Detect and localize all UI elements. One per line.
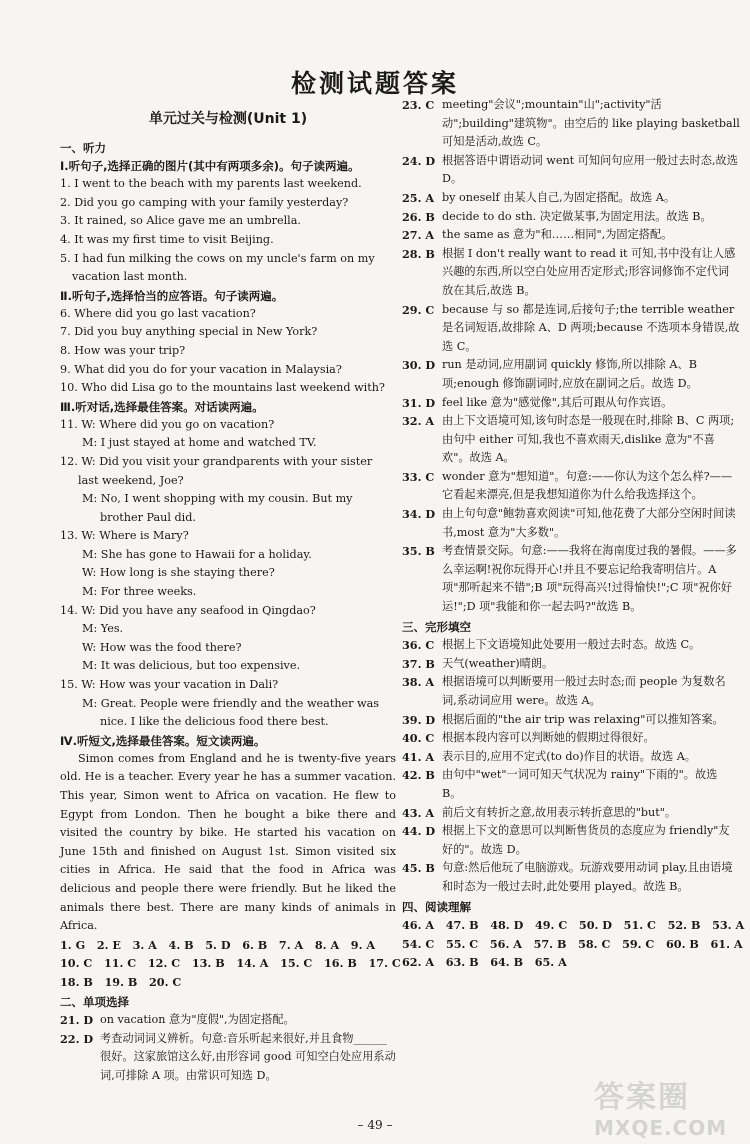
list-item: 10. Who did Lisa go to the mountains last weekend with?	[60, 381, 385, 395]
answer-explanation: 根据 I don't really want to read it 可知,书中没有让人感兴趣的东西,所以空白处应用否定形式;形容词修饰不定代词放在其后,故选 B。	[442, 246, 736, 297]
cloze-heading: 三、完形填空	[402, 619, 471, 634]
answer-item	[402, 655, 740, 674]
answer-number: 38. A	[402, 675, 435, 690]
answer-explanation: 根据答语中谓语动词 went 可知问句应用一般过去时态,故选 D。	[442, 153, 738, 186]
dialogue-line: M: She has gone to Hawaii for a holiday.	[82, 547, 312, 561]
answer-number: 26. B	[402, 209, 435, 224]
answer-number: 43. A	[402, 805, 435, 820]
single-choice-continued	[402, 96, 740, 617]
answer-explanation: 句意:然后他玩了电脑游戏。玩游戏要用动词 play,且由语境和时态为一般过去时,此处要用 played。故选 B。	[442, 861, 733, 893]
answer-number: 34. D	[402, 507, 436, 522]
answer-number: 32. A	[402, 414, 435, 429]
answer-number: 36. C	[402, 638, 435, 653]
right-column	[402, 96, 745, 972]
answer-row: 1. G 2. E 3. A 4. B 5. D 6. B 7. A 8. A 9. A	[60, 937, 376, 952]
part3-instruction: Ⅲ.听对话,选择最佳答案。对话读两遍。	[60, 399, 264, 414]
list-item: 4. It was my first time to visit Beijing.	[60, 232, 274, 246]
answer-item	[402, 356, 740, 393]
answer-item	[402, 804, 740, 823]
answer-row: 10. C 11. C 12. C 13. B 14. A 15. C 16. B 17. C	[60, 956, 401, 971]
answer-number: 30. D	[402, 358, 436, 373]
part1-instruction: Ⅰ.听句子,选择正确的图片(其中有两项多余)。句子读两遍。	[60, 159, 360, 174]
dialogue-line: M: Great. People were friendly and the weather was nice. I like the delicious food there best.	[82, 696, 380, 729]
answer-number: 27. A	[402, 228, 435, 243]
answer-item	[402, 152, 740, 189]
answer-number: 35. B	[402, 544, 435, 559]
answer-item	[402, 208, 740, 227]
answer-explanation: run 是动词,应用副词 quickly 修饰,所以排除 A、B 项;enough 修饰副词时,应放在副词之后。故选 D。	[442, 358, 698, 390]
dialogue-line: M: I just stayed at home and watched TV.	[82, 436, 317, 450]
answer-explanation: by oneself 由某人自己,为固定搭配。故选 A。	[442, 190, 676, 204]
list-item: 5. I had fun milking the cows on my uncle's farm on my vacation last month.	[60, 251, 375, 284]
dialogue-line: W: How was the food there?	[82, 640, 242, 654]
answer-item	[402, 673, 740, 710]
answer-explanation: decide to do sth. 决定做某事,为固定用法。故选 B。	[442, 209, 712, 223]
answer-item	[402, 766, 740, 803]
answer-explanation: 考查动词词义辨析。句意:音乐听起来很好,并且食物______很好。这家旅馆这么好,由形容词 good 可知空白处应用系动词,可排除 A 项。由常识可知选 D。	[100, 1031, 396, 1082]
list-item: 1. I went to the beach with my parents last weekend.	[60, 177, 362, 191]
answer-explanation: because 与 so 都是连词,后接句子;the terrible weather 是名词短语,故排除 A、D 两项;because 不选项本身错误,故选 C。	[442, 302, 740, 353]
answer-item	[402, 505, 740, 542]
answer-explanation: 由句中"wet"一词可知天气状况为 rainy"下雨的"。故选 B。	[442, 768, 718, 800]
left-column	[60, 96, 401, 1086]
dialogue-line: W: How long is she staying there?	[82, 566, 275, 580]
answer-row: 18. B 19. B 20. C	[60, 974, 182, 989]
reading-heading: 四、阅读理解	[402, 899, 471, 914]
dialogue-line: 12. W: Did you visit your grandparents with your sister last weekend, Joe?	[60, 454, 373, 487]
answer-explanation: 根据上下文的意思可以判断售货员的态度应为 friendly"友好的"。故选 D。	[442, 824, 730, 856]
answer-explanation: 根据后面的"the air trip was relaxing"可以推知答案。	[442, 712, 724, 726]
answer-row: 54. C 55. C 56. A 57. B 58. C 59. C 60. B 61. A	[402, 936, 743, 951]
answer-item	[60, 1030, 396, 1086]
answer-explanation: 根据本段内容可以判断她的假期过得很好。	[442, 731, 655, 745]
answer-explanation: the same as 意为"和……相同",为固定搭配。	[442, 228, 673, 242]
answer-item	[402, 822, 740, 859]
part3-dialogues	[60, 416, 396, 732]
answer-number: 28. B	[402, 246, 435, 261]
listening-passage: Simon comes from England and he is twenty-five years old. He is a teacher. Every year he has a summer vacation. This year, Simon went to Africa on vacation. He flew to Egypt from London. Then he bought a bike there and visited the country by bike. He started his vacation on June 15th and finished on August 1st. Simon visited six cities in Africa. He said that the food in Africa was delicious and people there were friendly. But he liked the animals there best. There are many kinds of animals in Africa.	[60, 751, 396, 933]
single-choice-heading: 二、单项选择	[60, 994, 129, 1009]
answer-explanation: 由上下文语境可知,该句时态是一般现在时,排除 B、C 两项;由句中 either 可知,我也不喜欢雨天,dislike 意为"不喜欢"。故选 A。	[442, 414, 735, 465]
answer-number: 24. D	[402, 153, 436, 168]
list-item: 6. Where did you go last vacation?	[60, 306, 256, 320]
answer-number: 25. A	[402, 190, 435, 205]
answer-number: 22. D	[60, 1031, 94, 1046]
answer-number: 31. D	[402, 395, 436, 410]
dialogue-line: 11. W: Where did you go on vacation?	[60, 417, 275, 431]
answer-explanation: 由上句句意"鲍勃喜欢阅读"可知,他花费了大部分空闲时间读书,most 意为"大多数"。	[442, 507, 736, 539]
page-number: – 49 –	[357, 1118, 393, 1132]
answer-number: 37. B	[402, 656, 435, 671]
dialogue-line: 14. W: Did you have any seafood in Qingdao?	[60, 603, 316, 617]
listening-answer-grid	[60, 936, 401, 992]
answer-explanation: 根据上下文语境知此处要用一般过去时态。故选 C。	[442, 638, 701, 652]
answer-explanation: feel like 意为"感觉像",其后可跟从句作宾语。	[442, 395, 673, 409]
part1-list	[60, 175, 396, 287]
answer-item	[402, 412, 740, 468]
dialogue-line: M: It was delicious, but too expensive.	[82, 659, 301, 673]
answer-item	[402, 394, 740, 413]
part2-list	[60, 305, 396, 398]
answer-explanation: 表示目的,应用不定式(to do)作目的状语。故选 A。	[442, 749, 696, 763]
dialogue-line: 15. W: How was your vacation in Dali?	[60, 678, 279, 692]
answer-explanation: wonder 意为"想知道"。句意:——你认为这个怎么样?——它看起来漂亮,但是我想知道你为什么给我选择这个。	[442, 469, 733, 502]
page-title: 检测试题答案	[290, 69, 459, 98]
answer-explanation: on vacation 意为"度假",为固定搭配。	[100, 1013, 295, 1027]
answer-item	[402, 468, 740, 505]
answer-number: 39. D	[402, 712, 436, 727]
answer-item	[402, 226, 740, 245]
list-item: 9. What did you do for your vacation in Malaysia?	[60, 362, 342, 376]
list-item: 8. How was your trip?	[60, 343, 186, 357]
answer-explanation: 天气(weather)晴朗。	[442, 656, 554, 670]
answer-row: 62. A 63. B 64. B 65. A	[402, 955, 567, 970]
answer-explanation: 前后文有转折之意,故用表示转折意思的"but"。	[442, 805, 677, 819]
part4-instruction: Ⅳ.听短文,选择最佳答案。短文读两遍。	[60, 733, 266, 748]
answer-item	[402, 189, 740, 208]
answer-item	[402, 96, 740, 152]
answer-number: 44. D	[402, 824, 436, 839]
list-item: 3. It rained, so Alice gave me an umbrella.	[60, 214, 301, 228]
answer-item	[402, 748, 740, 767]
answer-number: 33. C	[402, 469, 435, 484]
answer-item	[60, 1011, 396, 1030]
dialogue-line: M: For three weeks.	[82, 585, 197, 599]
answer-item	[402, 729, 740, 748]
answer-item	[402, 301, 740, 357]
cloze-answers	[402, 636, 740, 896]
answer-number: 21. D	[60, 1013, 94, 1028]
listening-heading: 一、听力	[60, 140, 106, 155]
answer-number: 45. B	[402, 861, 435, 876]
answer-item	[402, 245, 740, 301]
answer-item	[402, 636, 740, 655]
answer-number: 42. B	[402, 768, 435, 783]
answer-item	[402, 542, 740, 616]
unit-title: 单元过关与检测(Unit 1)	[148, 111, 308, 127]
dialogue-line: M: Yes.	[82, 622, 124, 636]
answer-explanation: 考查情景交际。句意:——我将在海南度过我的暑假。——多么幸运啊!祝你玩得开心!并且不要忘记给我寄明信片。A 项"那听起来不错";B 项"玩得高兴!过得愉快!";C 项"祝你好运!";D 项"我能和你一起去吗?"故选 B。	[442, 544, 737, 614]
answer-number: 40. C	[402, 731, 435, 746]
answer-item	[402, 711, 740, 730]
dialogue-line: M: No, I went shopping with my cousin. But my brother Paul did.	[82, 492, 353, 524]
watermark-text: 答案圈	[594, 1080, 690, 1115]
part2-instruction: Ⅱ.听句子,选择恰当的应答语。句子读两遍。	[60, 288, 284, 303]
answer-row: 46. A 47. B 48. D 49. C 50. D 51. C 52. B 53. A	[402, 918, 745, 933]
dialogue-line: 13. W: Where is Mary?	[60, 529, 189, 543]
watermark-logo	[594, 1072, 744, 1140]
list-item: 7. Did you buy anything special in New York?	[60, 325, 318, 339]
watermark-url: MXQE.COM	[594, 1116, 728, 1140]
list-item: 2. Did you go camping with your family yesterday?	[60, 195, 349, 209]
answer-item	[402, 859, 740, 896]
answer-explanation: 根据语境可以判断要用一般过去时态;而 people 为复数名词,系动词应用 were。故选 A。	[442, 675, 726, 707]
answer-number: 41. A	[402, 749, 435, 764]
answer-number: 23. C	[402, 98, 435, 112]
answer-explanation: meeting"会议";mountain"山";activity"活动";building"建筑物"。由空后的 like playing basketball 可知是活动,故选 C。	[442, 98, 740, 149]
answer-number: 29. C	[402, 302, 435, 317]
reading-answer-grid	[402, 916, 745, 972]
